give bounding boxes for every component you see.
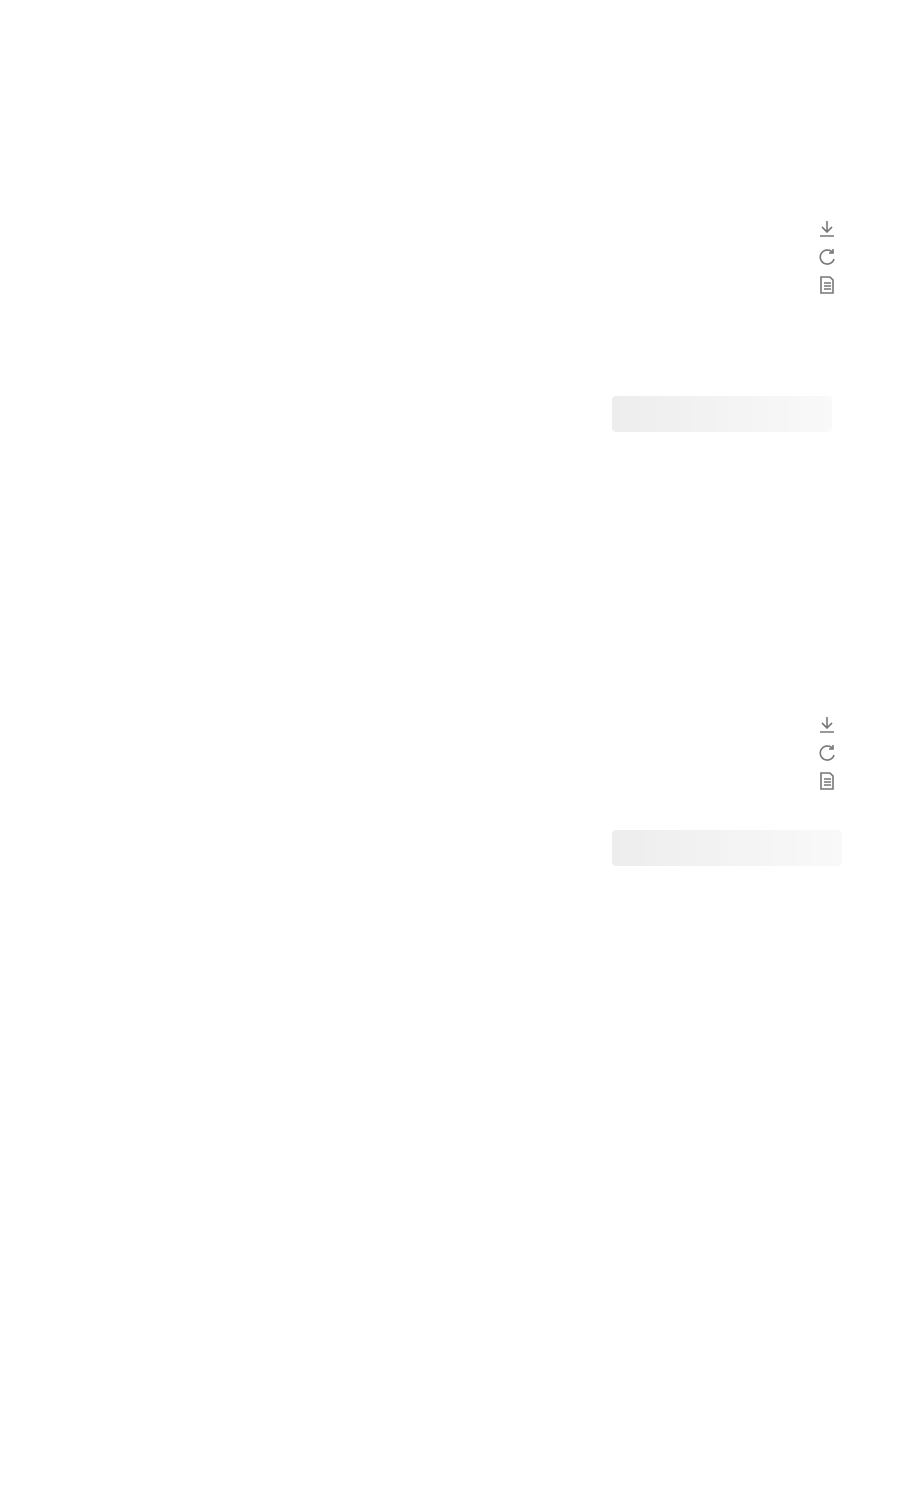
- chart-toolbox: [814, 714, 840, 798]
- data-view-icon[interactable]: [816, 274, 838, 296]
- data-view-icon[interactable]: [816, 770, 838, 792]
- chart-toolbox: [814, 218, 840, 302]
- watermark: [612, 396, 832, 432]
- refresh-icon[interactable]: [816, 246, 838, 268]
- refresh-icon[interactable]: [816, 742, 838, 764]
- download-icon[interactable]: [816, 714, 838, 736]
- watermark: [612, 830, 842, 866]
- download-icon[interactable]: [816, 218, 838, 240]
